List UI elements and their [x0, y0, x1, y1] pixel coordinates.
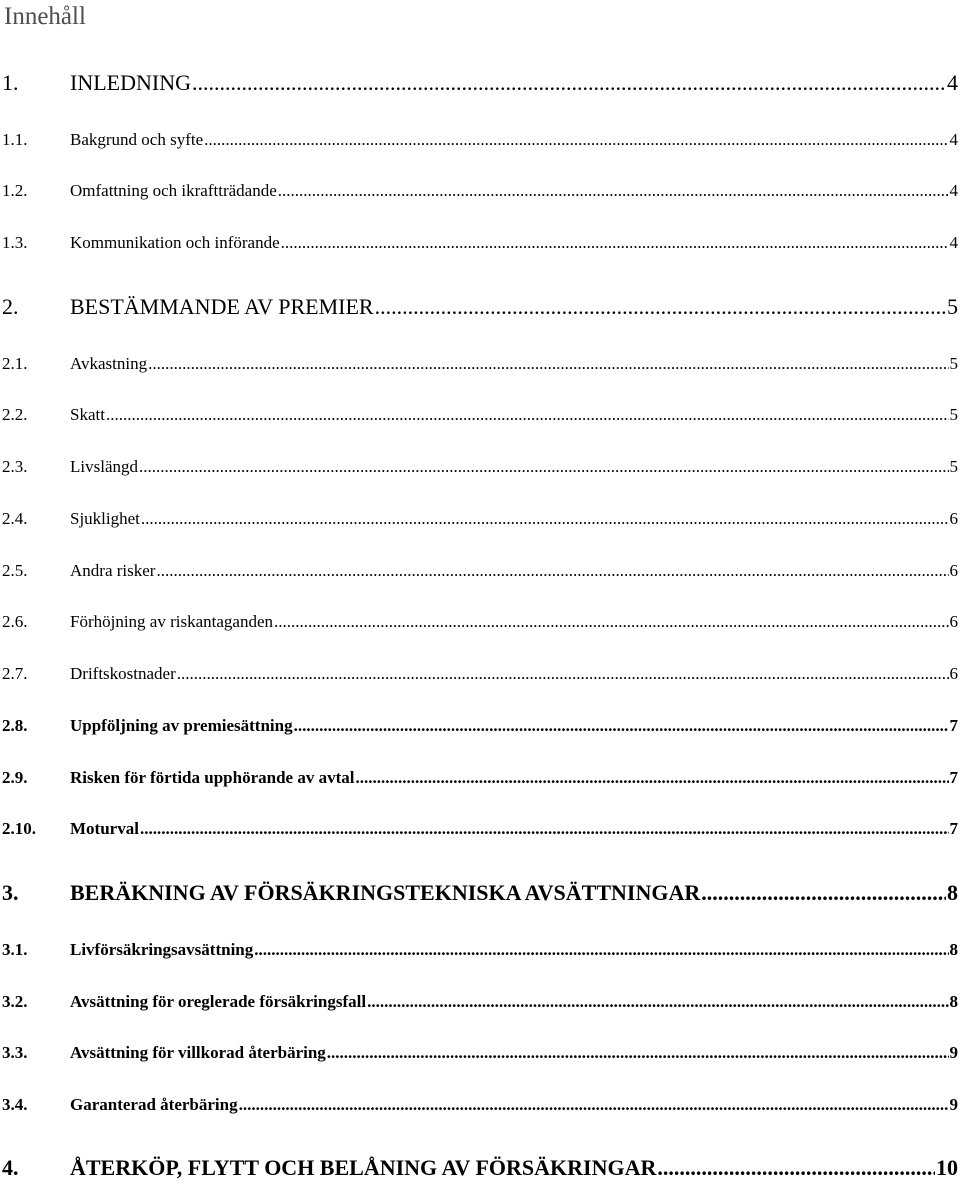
dot-leader — [254, 940, 948, 960]
toc-entry-number: 2.8. — [2, 716, 28, 735]
toc-entry[interactable] — [0, 124, 960, 150]
toc-entry-page-number: 5 — [949, 405, 958, 424]
toc-entry[interactable] — [0, 880, 960, 906]
toc-entry-page-number: 8 — [947, 880, 958, 905]
toc-entry[interactable] — [0, 348, 960, 374]
dot-leader — [204, 130, 948, 150]
toc-entry-label: Andra risker — [70, 561, 156, 580]
toc-entry-label: Avsättning för oreglerade försäkringsfall — [70, 992, 367, 1011]
toc-entry-number: 1.1. — [2, 130, 28, 149]
dot-leader — [355, 768, 948, 788]
toc-entry[interactable] — [0, 658, 960, 684]
toc-entry-number: 3.4. — [2, 1095, 28, 1114]
toc-entry-page-number: 8 — [949, 992, 958, 1011]
toc-entry-page-number: 4 — [947, 70, 958, 95]
dot-leader — [281, 233, 949, 253]
toc-entry-number: 1. — [2, 70, 19, 95]
toc-entry-label: Avkastning — [70, 354, 148, 373]
toc-entry-label: Omfattning och ikraftträdande — [70, 181, 277, 200]
toc-entry-page-number: 4 — [949, 233, 958, 252]
dot-leader — [294, 716, 949, 736]
toc-entry[interactable] — [0, 503, 960, 529]
dot-leader — [278, 181, 949, 201]
toc-entry-number: 1.2. — [2, 181, 28, 200]
toc-entry-label: Livslängd — [70, 457, 138, 476]
toc-entry[interactable] — [0, 1155, 960, 1181]
toc-entry[interactable] — [0, 294, 960, 320]
toc-entry-number: 3. — [2, 880, 19, 905]
toc-entry-label: Risken för förtida upphörande av avtal — [70, 768, 355, 787]
toc-entry-number: 4. — [2, 1155, 19, 1180]
toc-entry-label: Sjuklighet — [70, 509, 140, 528]
dot-leader — [156, 561, 948, 581]
toc-entry-page-number: 7 — [949, 768, 958, 787]
toc-entry[interactable] — [0, 813, 960, 839]
dot-leader — [327, 1043, 949, 1063]
dot-leader — [140, 819, 949, 839]
toc-entry-number: 2.1. — [2, 354, 28, 373]
toc-entry-page-number: 4 — [949, 130, 958, 149]
dot-leader — [192, 70, 946, 96]
dot-leader — [177, 664, 949, 684]
dot-leader — [701, 880, 946, 906]
toc-entry[interactable] — [0, 175, 960, 201]
toc-entry-page-number: 5 — [949, 457, 958, 476]
toc-entry-page-number: 5 — [947, 294, 958, 319]
dot-leader — [141, 509, 949, 529]
toc-entry-number: 3.2. — [2, 992, 28, 1011]
toc-entry-page-number: 6 — [949, 664, 958, 683]
dot-leader — [367, 992, 948, 1012]
toc-entry-label: Bakgrund och syfte — [70, 130, 204, 149]
toc-entry-label: Skatt — [70, 405, 105, 424]
dot-leader — [657, 1155, 935, 1181]
dot-leader — [375, 294, 946, 320]
toc-entry[interactable] — [0, 986, 960, 1012]
dot-leader — [139, 457, 949, 477]
toc-entry-page-number: 7 — [949, 819, 958, 838]
toc-entry-page-number: 9 — [949, 1095, 958, 1114]
toc-entry-page-number: 6 — [949, 561, 958, 580]
toc-entry[interactable] — [0, 1037, 960, 1063]
dot-leader — [239, 1095, 949, 1115]
toc-entry-label: Avsättning för villkorad återbäring — [70, 1043, 326, 1062]
toc-entry-label: Kommunikation och införande — [70, 233, 280, 252]
toc-entry-label: BESTÄMMANDE AV PREMIER — [70, 294, 374, 319]
toc-entry-label: Uppföljning av premiesättning — [70, 716, 293, 735]
toc-entry-page-number: 10 — [936, 1155, 958, 1180]
toc-entry-number: 3.3. — [2, 1043, 28, 1062]
toc-entry-page-number: 8 — [949, 940, 958, 959]
toc-entry-number: 2.7. — [2, 664, 28, 683]
toc-entry-number: 2.10. — [2, 819, 36, 838]
toc-entry-number: 2.6. — [2, 612, 28, 631]
toc-entry-number: 2.9. — [2, 768, 28, 787]
toc-entry[interactable] — [0, 934, 960, 960]
toc-entry[interactable] — [0, 227, 960, 253]
toc-entry[interactable] — [0, 555, 960, 581]
toc-entry[interactable] — [0, 762, 960, 788]
toc-entry[interactable] — [0, 399, 960, 425]
toc-entry-number: 2.5. — [2, 561, 28, 580]
toc-entry[interactable] — [0, 1089, 960, 1115]
toc-entry-label: Livförsäkringsavsättning — [70, 940, 254, 959]
toc-entry-number: 2. — [2, 294, 19, 319]
toc-entry-number: 3.1. — [2, 940, 28, 959]
page-title: Innehåll — [4, 3, 86, 30]
toc-entry-label: BERÄKNING AV FÖRSÄKRINGSTEKNISKA AVSÄTTNINGAR — [70, 880, 701, 905]
dot-leader — [106, 405, 949, 425]
toc-entry-page-number: 6 — [949, 509, 958, 528]
toc-entry-number: 2.4. — [2, 509, 28, 528]
toc-entry-number: 2.3. — [2, 457, 28, 476]
toc-entry[interactable] — [0, 710, 960, 736]
toc-entry-page-number: 4 — [949, 181, 958, 200]
toc-entry-number: 1.3. — [2, 233, 28, 252]
toc-entry-number: 2.2. — [2, 405, 28, 424]
toc-entry-page-number: 9 — [949, 1043, 958, 1062]
toc-entry-label: Förhöjning av riskantaganden — [70, 612, 274, 631]
toc-entry[interactable] — [0, 70, 960, 96]
toc-entry-label: INLEDNING — [70, 70, 191, 95]
dot-leader — [148, 354, 948, 374]
dot-leader — [274, 612, 948, 632]
toc-entry-page-number: 6 — [949, 612, 958, 631]
toc-entry-label: Moturval — [70, 819, 139, 838]
toc-entry[interactable] — [0, 606, 960, 632]
toc-entry-page-number: 7 — [949, 716, 958, 735]
toc-entry-label: ÅTERKÖP, FLYTT OCH BELÅNING AV FÖRSÄKRINGAR — [70, 1155, 657, 1180]
toc-entry[interactable] — [0, 451, 960, 477]
toc-entry-label: Driftskostnader — [70, 664, 176, 683]
toc-entry-label: Garanterad återbäring — [70, 1095, 238, 1114]
toc-entry-page-number: 5 — [949, 354, 958, 373]
